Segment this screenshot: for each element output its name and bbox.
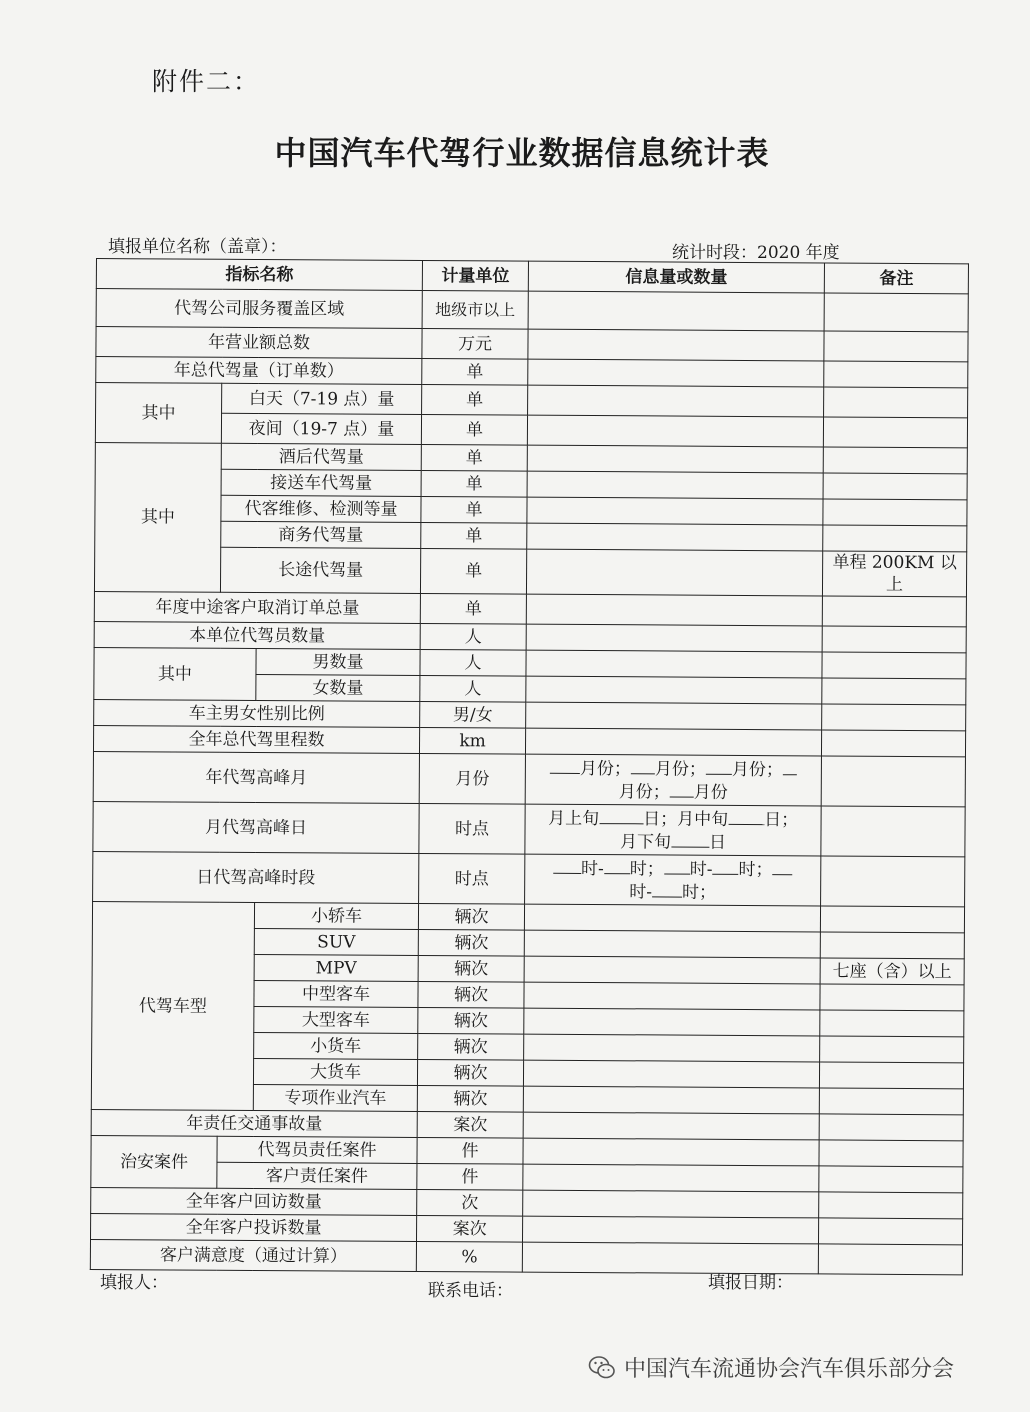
value-cell[interactable] [523,1190,819,1218]
row-label: 代客维修、检测等量 [221,495,421,522]
row-label: 客户责任案件 [217,1162,417,1189]
value-cell[interactable] [524,956,820,984]
filler-label: 填报人： [100,1273,168,1293]
note-cell[interactable] [822,626,966,653]
note-cell[interactable] [824,293,968,332]
row-label: 长途代驾量 [220,547,420,593]
row-label: 代驾公司服务覆盖区域 [96,289,422,329]
row-unit: 案次 [417,1111,523,1138]
value-cell[interactable] [527,523,823,551]
note-cell[interactable] [823,499,967,526]
value-cell[interactable] [526,676,822,704]
row-unit: 人 [420,675,526,702]
note-cell[interactable] [823,417,967,448]
row-label: 日代驾高峰时段 [93,851,419,903]
watermark [588,1352,954,1383]
note-cell[interactable] [822,652,966,679]
row-label: 大货车 [253,1058,417,1085]
note-cell[interactable] [824,387,968,418]
row-label: 夜间（19-7 点）量 [221,413,421,444]
value-cell[interactable] [528,291,824,331]
table-row [96,289,968,332]
row-label: 接送车代驾量 [221,469,421,496]
group-label: 其中 [94,442,221,592]
row-label: SUV [254,928,418,955]
value-cell[interactable] [526,702,822,730]
row-unit: 人 [420,649,526,676]
row-unit: 时点 [419,853,525,904]
value-cell[interactable] [524,1008,820,1036]
row-label: MPV [254,954,418,981]
row-label: 年度中途客户取消订单总量 [94,591,420,623]
value-cell[interactable] [523,1086,819,1114]
row-unit: 件 [417,1137,523,1164]
table-row [92,901,964,932]
row-label: 酒后代驾量 [221,443,421,470]
peak-month-cell[interactable]: 月份； 月份； 月份； 月份； 月份 [525,754,821,806]
note-cell[interactable] [824,331,968,362]
value-cell[interactable] [524,982,820,1010]
value-cell[interactable] [526,624,822,652]
phone-label: 联系电话： [428,1281,513,1301]
value-cell[interactable] [527,445,823,473]
value-cell[interactable] [523,1164,819,1192]
group-label: 代驾车型 [91,901,254,1110]
col-header-value: 信息量或数量 [528,261,824,293]
row-label: 代驾员责任案件 [217,1136,417,1163]
date-label: 填报日期： [708,1273,793,1293]
row-label: 商务代驾量 [221,521,421,548]
row-label: 女数量 [256,674,420,701]
value-cell[interactable] [523,1138,819,1166]
row-unit: 辆次 [418,955,524,982]
note-cell[interactable] [818,1244,962,1275]
value-cell[interactable] [526,650,822,678]
note-cell[interactable] [819,1192,963,1219]
note-cell[interactable] [820,932,964,959]
note-cell[interactable] [820,1036,964,1063]
peak-day-cell[interactable]: 月上旬 日；月中旬 日； 月下旬 日 [525,804,821,856]
row-unit: 男/女 [420,701,526,728]
note-cell[interactable] [822,596,966,627]
value-cell[interactable] [523,1216,819,1244]
value-cell[interactable] [528,359,824,387]
note-cell[interactable] [820,906,964,933]
row-unit: 单 [421,470,527,497]
row-unit: 单 [420,548,526,594]
value-cell[interactable] [527,497,823,525]
note-cell[interactable] [819,1166,963,1193]
row-unit: 单 [421,444,527,471]
row-label: 年总代驾量（订单数） [96,357,422,385]
row-unit: 辆次 [418,981,524,1008]
row-label: 全年客户投诉数量 [91,1213,417,1241]
row-label: 大型客车 [254,1006,418,1033]
row-unit: 辆次 [417,1059,523,1086]
row-unit: 辆次 [418,903,524,930]
value-cell[interactable] [523,1060,819,1088]
note-cell[interactable] [823,473,967,500]
row-unit: 辆次 [418,1033,524,1060]
group-label: 治安案件 [91,1135,217,1188]
row-label: 客户满意度（通过计算） [90,1239,416,1271]
note-cell[interactable] [819,1140,963,1167]
row-unit: 辆次 [418,929,524,956]
row-label: 车主男女性别比例 [94,699,420,727]
note-cell: 单程 200KM 以上 [822,551,966,597]
note-cell[interactable] [821,806,965,857]
table-row [94,647,966,678]
row-unit: % [416,1241,522,1272]
row-label: 中型客车 [254,980,418,1007]
row-unit: 次 [417,1189,523,1216]
row-unit: 件 [417,1163,523,1190]
row-label: 全年总代驾里程数 [93,725,419,753]
row-label: 白天（7-19 点）量 [222,383,422,414]
note-cell[interactable] [823,525,967,552]
page-title: 中国汽车代驾行业数据信息统计表 [274,134,770,172]
table-row [93,851,965,906]
note-cell[interactable] [822,678,966,705]
row-label: 月代驾高峰日 [93,801,419,853]
row-unit: 案次 [417,1215,523,1242]
row-unit: 辆次 [418,1007,524,1034]
table-row [90,1239,962,1274]
note-cell[interactable] [822,730,966,757]
row-label: 年代驾高峰月 [93,751,419,803]
peak-time-cell[interactable]: 时- 时； 时- 时； 时- 时； [525,854,821,906]
note-cell[interactable] [819,1218,963,1245]
group-label: 其中 [94,647,256,700]
table-row [93,801,965,856]
attachment-label: 附件二： [152,67,261,96]
value-cell[interactable] [524,904,820,932]
col-header-indicator: 指标名称 [96,259,422,291]
watermark-text: 中国汽车流通协会汽车俱乐部分会 [624,1357,955,1382]
table-row [93,751,965,806]
row-label: 本单位代驾员数量 [94,621,420,649]
value-cell[interactable] [526,728,822,756]
row-label: 年营业额总数 [96,327,422,359]
value-cell[interactable] [528,385,824,417]
note-cell[interactable] [820,984,964,1011]
row-unit: 万元 [422,328,528,359]
row-unit: 单 [421,496,527,523]
row-unit: 单 [422,358,528,385]
row-label: 年责任交通事故量 [91,1109,417,1137]
row-unit: 人 [420,623,526,650]
row-unit: 月份 [419,753,525,804]
value-cell[interactable] [526,594,822,626]
statistics-period: 统计时段：2020 年度 [672,243,840,263]
value-cell[interactable] [528,329,824,361]
col-header-unit: 计量单位 [422,260,528,291]
row-unit: 单 [421,414,527,445]
row-label: 小轿车 [254,902,418,929]
note-cell[interactable] [820,1010,964,1037]
row-label: 全年客户回访数量 [91,1187,417,1215]
value-cell[interactable] [526,549,822,596]
row-unit: km [420,727,526,754]
group-label: 其中 [95,383,221,444]
row-label: 小货车 [254,1032,418,1059]
note-cell[interactable] [819,1062,963,1089]
row-unit: 单 [421,522,527,549]
value-cell[interactable] [524,1034,820,1062]
value-cell[interactable] [523,1112,819,1140]
row-unit: 单 [420,593,526,624]
note-cell[interactable] [824,361,968,388]
row-label: 男数量 [256,648,420,675]
note-cell[interactable] [821,856,965,907]
row-unit: 单 [422,384,528,415]
col-header-note: 备注 [824,263,968,294]
value-cell[interactable] [524,930,820,958]
row-unit: 辆次 [417,1085,523,1112]
fill-unit-label: 填报单位名称（盖章）： [108,237,287,257]
statistics-table [90,258,969,1275]
note-cell[interactable] [819,1088,963,1115]
note-cell[interactable] [821,756,965,807]
note-cell: 七座（含）以上 [820,958,964,985]
row-unit: 时点 [419,803,525,854]
table-row [94,546,966,596]
row-label: 专项作业汽车 [253,1084,417,1111]
note-cell[interactable] [819,1114,963,1141]
note-cell[interactable] [823,447,967,474]
row-unit: 地级市以上 [422,290,528,329]
wechat-icon [588,1355,616,1381]
note-cell[interactable] [822,704,966,731]
value-cell[interactable] [527,471,823,499]
value-cell[interactable] [527,415,823,447]
